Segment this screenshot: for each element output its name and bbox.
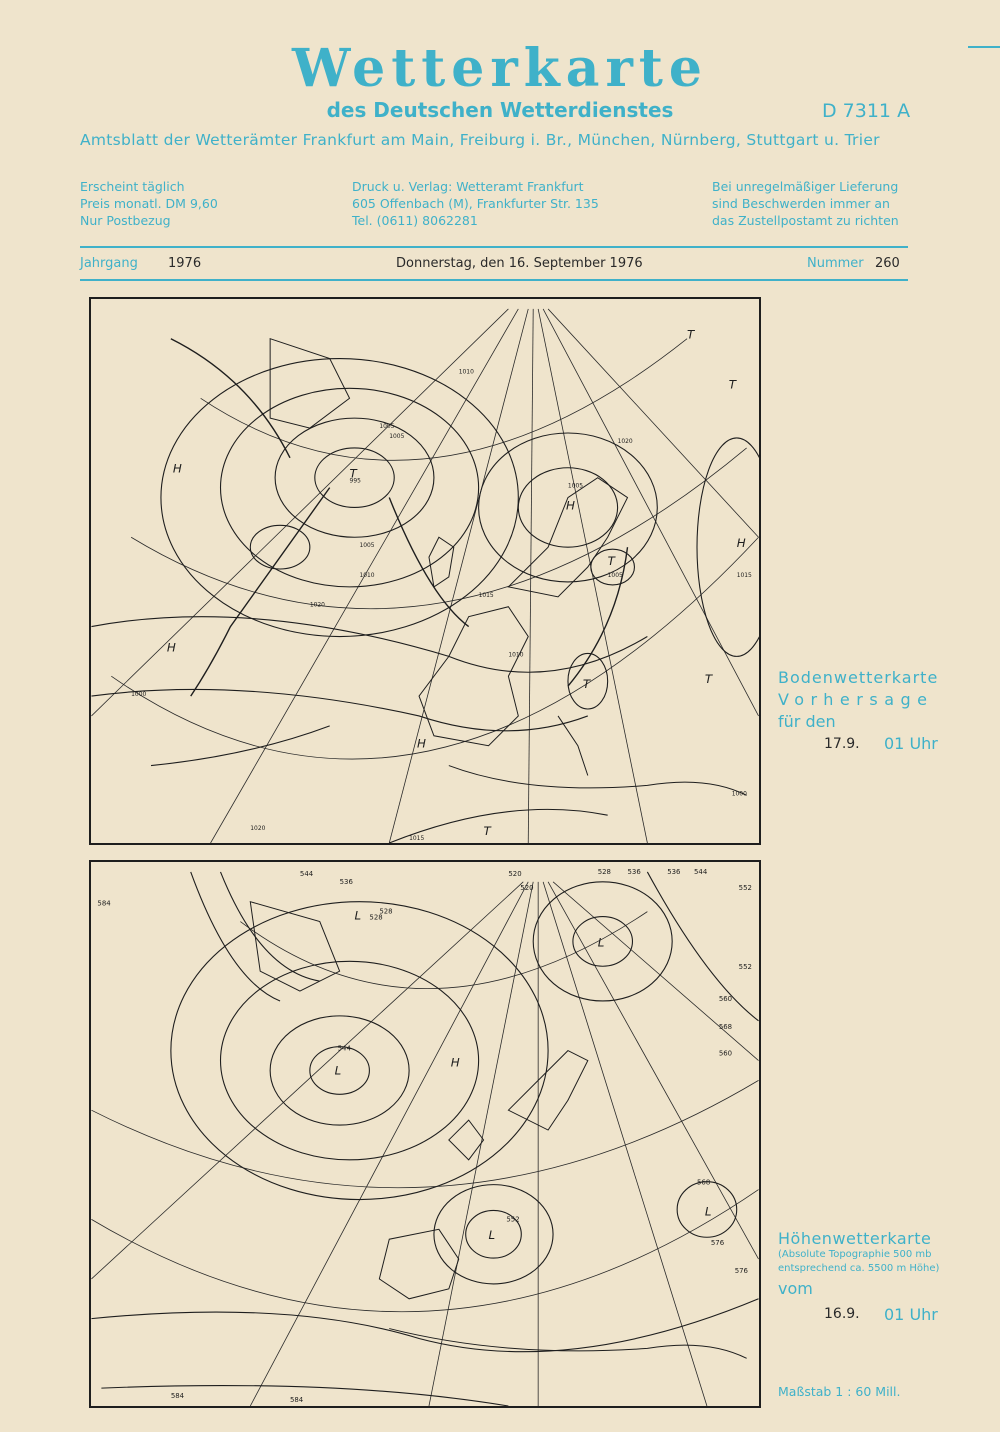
low-center: L bbox=[488, 1228, 496, 1243]
pressure-label: 1000 bbox=[731, 790, 747, 798]
low-center: T bbox=[483, 824, 491, 839]
contour-labels bbox=[97, 868, 752, 1404]
coastline-greenland bbox=[270, 339, 349, 428]
contour-label: 520 bbox=[508, 869, 522, 878]
contour-label: 584 bbox=[289, 1396, 304, 1405]
contour bbox=[191, 872, 280, 1001]
pressure-label: 1005 bbox=[607, 571, 623, 579]
high-center: H bbox=[172, 461, 182, 476]
issue-code: D 7311 A bbox=[822, 100, 911, 122]
pressure-label: 1010 bbox=[359, 571, 375, 579]
low-center: T bbox=[349, 466, 357, 481]
low-center: T bbox=[687, 327, 695, 342]
graticule bbox=[91, 882, 758, 1406]
coastline-scandinavia bbox=[508, 1051, 587, 1130]
contour bbox=[647, 872, 758, 1021]
contour-label: 576 bbox=[734, 1266, 748, 1275]
upper-caption-note: (Absolute Topographie 500 mb bbox=[778, 1249, 932, 1260]
delivery-info bbox=[712, 178, 899, 229]
masthead-title: Wetterkarte bbox=[292, 38, 708, 99]
subscription-info bbox=[80, 178, 218, 229]
upper-date: 16.9. bbox=[824, 1306, 860, 1322]
contour-label: 544 bbox=[694, 867, 708, 876]
contour-label: 584 bbox=[97, 899, 111, 908]
surface-date: 17.9. bbox=[824, 736, 860, 752]
coastline-britain bbox=[449, 1120, 484, 1160]
coastline-britain bbox=[429, 537, 454, 587]
high-center: H bbox=[166, 640, 176, 655]
meridian-line bbox=[548, 309, 758, 537]
coastline-italy bbox=[558, 716, 588, 776]
coastline-africa bbox=[449, 766, 747, 796]
low-center: L bbox=[334, 1063, 342, 1078]
meridian-line bbox=[389, 309, 528, 843]
pressure-label: 1005 bbox=[379, 423, 395, 431]
info-line: Nur Postbezug bbox=[80, 213, 171, 228]
meridian-line bbox=[543, 309, 758, 716]
occluded-front bbox=[171, 339, 290, 458]
coastlines bbox=[270, 339, 746, 796]
number-label: Nummer bbox=[807, 256, 864, 271]
latitude-line bbox=[111, 537, 758, 759]
surface-caption-sub: Vorhersage bbox=[778, 690, 934, 709]
low-center: T bbox=[607, 554, 615, 569]
contour bbox=[221, 869, 320, 981]
upper-caption-from: vom bbox=[778, 1279, 813, 1298]
pressure-label: 1020 bbox=[250, 825, 266, 833]
meridian-line bbox=[553, 882, 758, 1061]
contour-label: 528 bbox=[379, 907, 393, 916]
pressure-label: 1010 bbox=[458, 368, 474, 376]
contour bbox=[221, 961, 479, 1160]
low-center: L bbox=[354, 908, 362, 923]
contour-label: 568 bbox=[697, 1178, 711, 1187]
info-line: Druck u. Verlag: Wetteramt Frankfurt bbox=[352, 179, 584, 194]
pressure-centers bbox=[167, 328, 746, 838]
coastline-africa bbox=[389, 1329, 746, 1359]
pressure-label: 1015 bbox=[478, 591, 494, 599]
contour-label: 560 bbox=[718, 1049, 733, 1058]
low-center: T bbox=[728, 377, 737, 392]
header-rule-bottom bbox=[80, 279, 908, 281]
surface-caption-title: Bodenwetterkarte bbox=[778, 668, 939, 687]
latitude-line bbox=[201, 339, 687, 461]
info-line: 605 Offenbach (M), Frankfurter Str. 135 bbox=[352, 196, 599, 211]
contour-label: 552 bbox=[738, 963, 752, 972]
number-value: 260 bbox=[875, 256, 900, 271]
isobar bbox=[161, 359, 518, 637]
info-line: Bei unregelmäßiger Lieferung bbox=[712, 179, 899, 194]
info-line: Tel. (0611) 8062281 bbox=[352, 213, 478, 228]
pressure-label: 1005 bbox=[389, 432, 405, 440]
contour-label: 520 bbox=[520, 883, 534, 892]
contour-label: 576 bbox=[710, 1239, 725, 1248]
header-rule-top bbox=[80, 246, 908, 248]
pressure-label: 1005 bbox=[359, 542, 375, 550]
contour-label: 560 bbox=[718, 994, 733, 1003]
pressure-label: 1010 bbox=[508, 651, 524, 659]
upper-air-map bbox=[89, 860, 761, 1408]
isobars bbox=[91, 359, 759, 843]
publisher-info bbox=[352, 178, 599, 229]
contour-label: 536 bbox=[339, 877, 353, 886]
pressure-labels bbox=[131, 368, 752, 842]
coastlines bbox=[250, 902, 746, 1359]
upper-caption-note: entsprechend ca. 5500 m Höhe) bbox=[778, 1263, 940, 1274]
surface-time: 01 Uhr bbox=[884, 734, 938, 753]
pressure-label: 1015 bbox=[736, 571, 752, 579]
contour-label: 544 bbox=[337, 1044, 351, 1053]
surface-weather-map bbox=[89, 297, 761, 845]
contour-label: 536 bbox=[627, 867, 641, 876]
pressure-label: 1005 bbox=[567, 482, 584, 490]
contour-label: 552 bbox=[738, 883, 752, 892]
year-label: Jahrgang bbox=[80, 256, 138, 271]
coastline-iberia-france bbox=[419, 607, 528, 746]
contour-label: 584 bbox=[170, 1392, 185, 1401]
contour-label: 536 bbox=[667, 867, 681, 876]
low-center: T bbox=[582, 677, 591, 692]
issue-date: Donnerstag, den 16. September 1976 bbox=[396, 256, 643, 271]
cold-front bbox=[568, 547, 628, 686]
isobar bbox=[151, 726, 330, 766]
latitude-line bbox=[91, 1080, 758, 1187]
high-center: H bbox=[450, 1055, 460, 1070]
coastline-iberia bbox=[379, 1229, 458, 1298]
info-line: Preis monatl. DM 9,60 bbox=[80, 196, 218, 211]
info-line: das Zustellpostamt zu richten bbox=[712, 213, 899, 228]
high-center: H bbox=[736, 536, 746, 551]
upper-time: 01 Uhr bbox=[884, 1305, 938, 1324]
masthead-subtitle: des Deutschen Wetterdienstes bbox=[326, 98, 674, 122]
upper-map-drawing bbox=[91, 862, 759, 1406]
pressure-label: 995 bbox=[349, 477, 361, 485]
surface-map-drawing bbox=[91, 299, 759, 843]
low-center: L bbox=[704, 1204, 712, 1219]
latitude-line bbox=[131, 448, 746, 609]
issue-bar bbox=[80, 256, 908, 276]
contour-label: 552 bbox=[506, 1215, 520, 1224]
info-line: Erscheint täglich bbox=[80, 179, 185, 194]
low-center: T bbox=[704, 672, 713, 687]
contour bbox=[91, 1299, 758, 1352]
pressure-label: 1020 bbox=[309, 601, 325, 609]
meridian-line bbox=[548, 882, 758, 1259]
meridian-line bbox=[250, 882, 528, 1406]
upper-caption-title: Höhenwetterkarte bbox=[778, 1229, 932, 1248]
high-center: H bbox=[417, 736, 427, 751]
cold-front bbox=[191, 488, 330, 696]
year-value: 1976 bbox=[168, 256, 202, 271]
height-centers bbox=[335, 909, 712, 1243]
contour-label: 568 bbox=[718, 1022, 733, 1031]
surface-caption-for: für den bbox=[778, 712, 836, 731]
contour bbox=[171, 902, 548, 1200]
pressure-label: 1020 bbox=[617, 437, 633, 445]
pressure-label: 1000 bbox=[131, 691, 147, 699]
meridian-line bbox=[543, 882, 707, 1406]
contour-label: 528 bbox=[369, 913, 383, 922]
contour-label: 528 bbox=[597, 867, 611, 876]
high-center: H bbox=[565, 498, 575, 513]
scale-note: Maßstab 1 : 60 Mill. bbox=[778, 1384, 901, 1399]
contour-label: 544 bbox=[299, 869, 314, 878]
contour bbox=[101, 1386, 508, 1406]
meridian-line bbox=[91, 882, 523, 1279]
info-line: sind Beschwerden immer an bbox=[712, 196, 890, 211]
official-gazette: Amtsblatt der Wetterämter Frankfurt am Main, Freiburg i. Br., München, Nürnberg, Stuttgart u. Trier bbox=[80, 131, 880, 149]
pressure-label: 1015 bbox=[409, 835, 425, 843]
low-center: L bbox=[597, 935, 605, 950]
meridian-line bbox=[91, 309, 508, 716]
